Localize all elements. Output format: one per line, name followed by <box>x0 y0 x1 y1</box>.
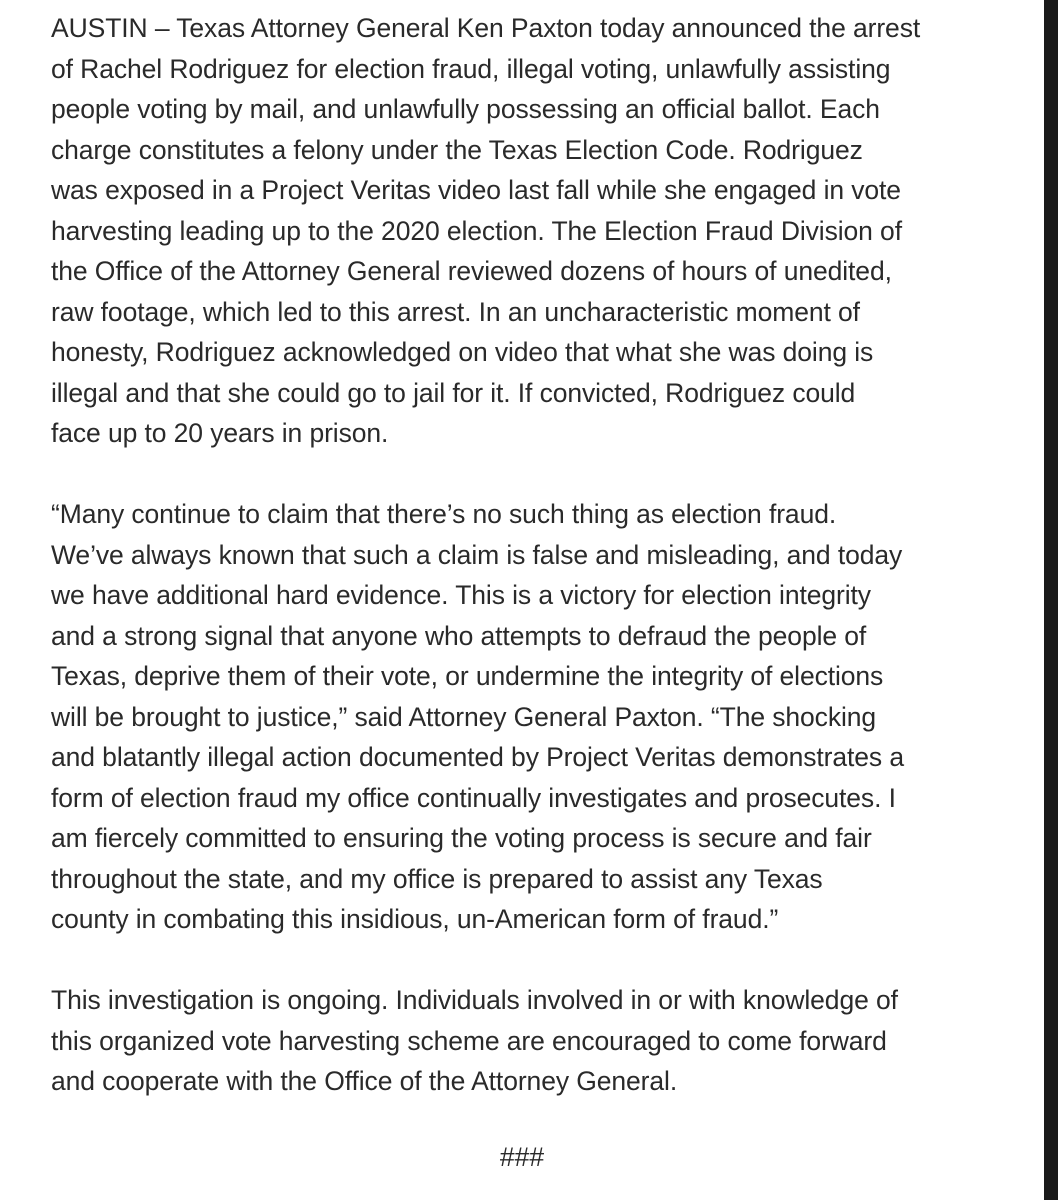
paragraph-quote: “Many continue to claim that there’s no such thing as election fraud. We’ve always known that such a claim is false and misleading, and today we have additional hard evidence. This is a victory for election integrity and a strong signal that anyone who attempts to defraud the people of Texas, deprive them of their vote, or undermine the integrity of elections will be brought to justice,” said Attorney General Paxton. “The shocking and blatantly illegal action documented by Project Veritas demonstrates a form of election fraud my office continually investigates and prosecutes. I am fiercely committed to ensuring the voting process is secure and fair throughout the state, and my office is prepared to assist any Texas county in combating this insidious, un-American form of fraud.” <box>51 499 904 934</box>
screen-edge-border <box>1044 0 1058 1200</box>
paragraph-announcement: AUSTIN – Texas Attorney General Ken Paxton today announced the arrest of Rachel Rodriguez for election fraud, illegal voting, unlawfully assisting people voting by mail, and unlawfully possessing an official ballot. Each charge constitutes a felony under the Texas Election Code. Rodriguez was exposed in a Project Veritas video last fall while she engaged in vote harvesting leading up to the 2020 election. The Election Fraud Division of the Office of the Attorney General reviewed dozens of hours of unedited, raw footage, which led to this arrest. In an uncharacteristic moment of honesty, Rodriguez acknowledged on video that what she was doing is illegal and that she could go to jail for it. If convicted, Rodriguez could face up to 20 years in prison. <box>51 13 921 448</box>
end-mark: ### <box>499 1142 545 1172</box>
press-release-body <box>51 8 1026 1142</box>
paragraph-investigation: This investigation is ongoing. Individuals involved in or with knowledge of this organized vote harvesting scheme are encouraged to come forward and cooperate with the Office of the Attorney General. <box>51 985 898 1096</box>
